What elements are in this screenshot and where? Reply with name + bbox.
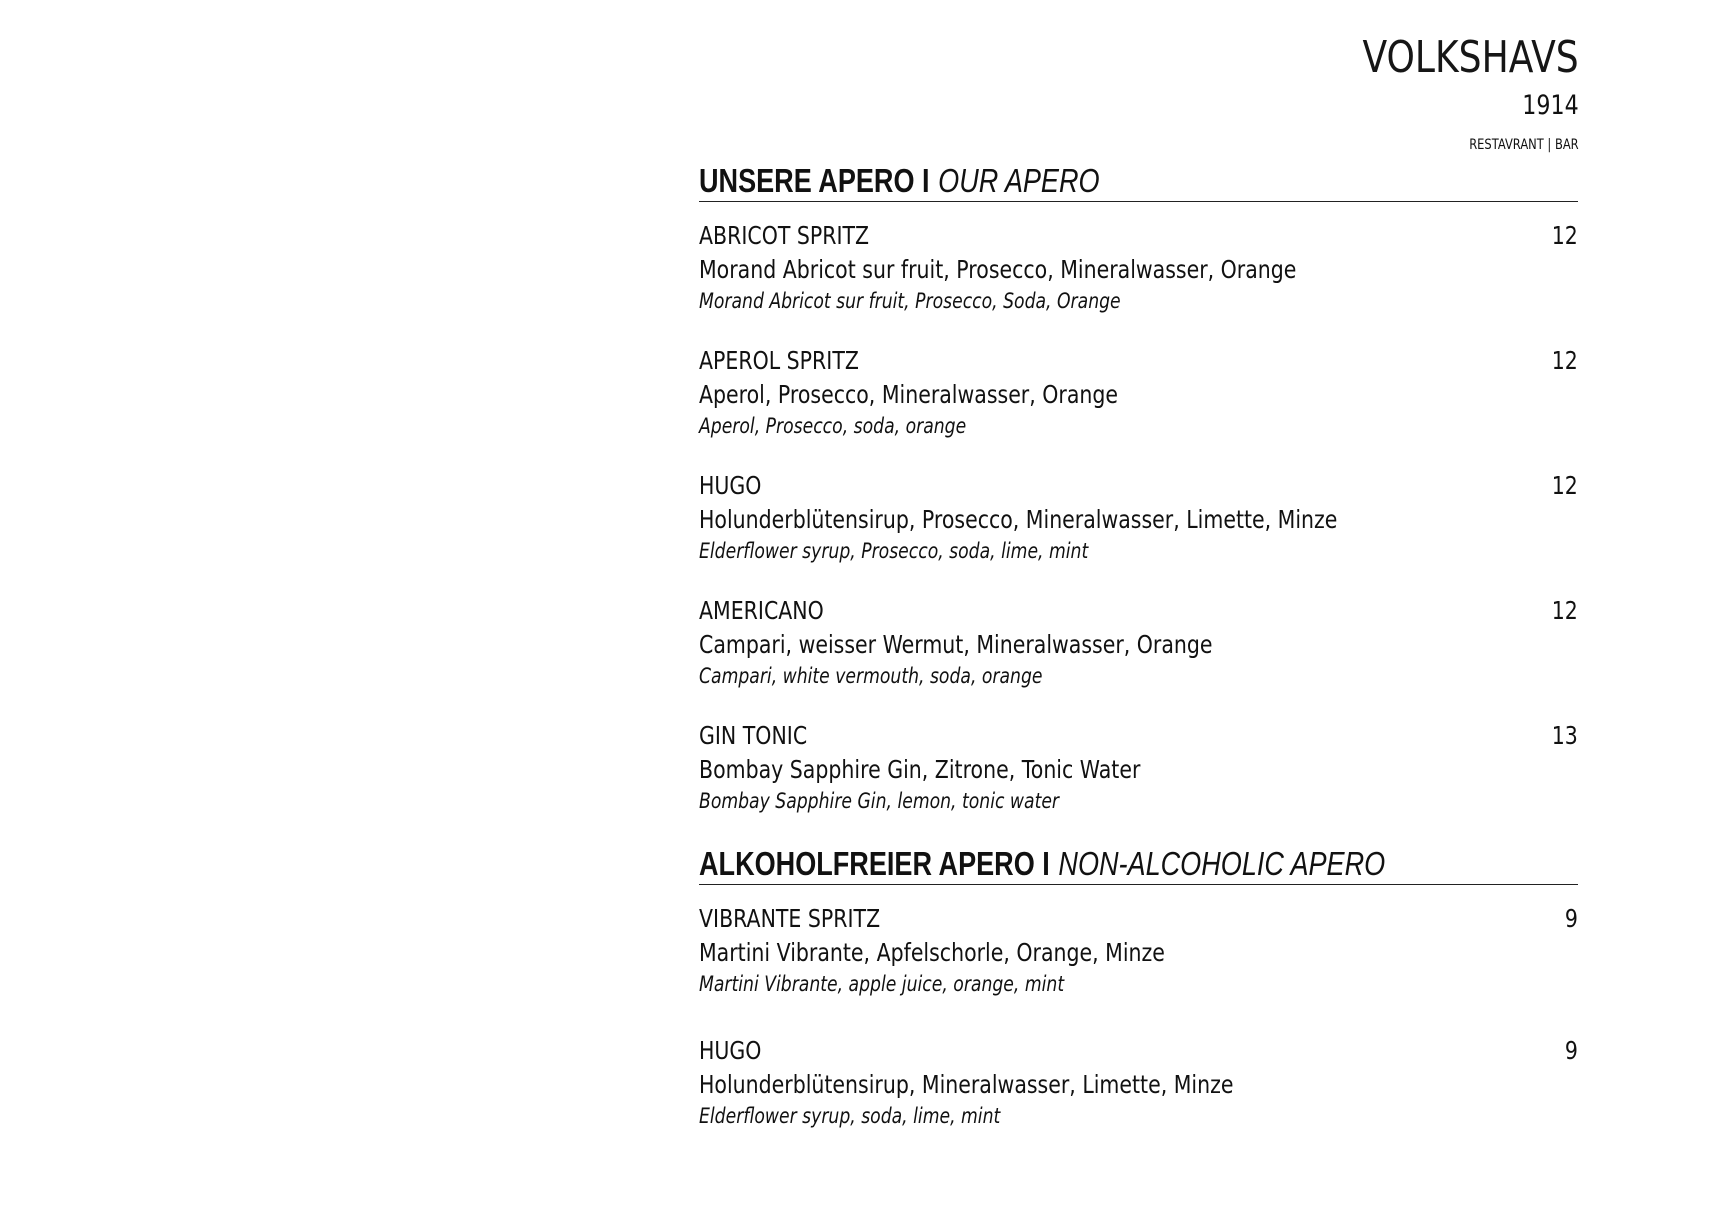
item-description: Campari, weisser Wermut, Mineralwasser, Orange — [699, 630, 1213, 659]
menu-item — [699, 595, 1578, 691]
item-description: Bombay Sapphire Gin, Zitrone, Tonic Water — [699, 755, 1141, 784]
menu-item — [699, 903, 1578, 999]
item-translation: Elderflower syrup, Prosecco, soda, lime, mint — [699, 539, 1089, 563]
item-translation: Aperol, Prosecco, soda, orange — [699, 414, 967, 438]
item-price: 12 — [1551, 596, 1578, 625]
menu-item — [699, 220, 1578, 316]
item-translation: Morand Abricot sur fruit, Prosecco, Soda, Orange — [699, 289, 1121, 313]
item-name: AMERICANO — [699, 596, 824, 625]
menu-item — [699, 720, 1578, 816]
section-heading-apero — [699, 164, 1578, 202]
item-description: Holunderblütensirup, Mineralwasser, Limette, Minze — [699, 1070, 1234, 1099]
item-price: 12 — [1551, 221, 1578, 250]
menu-item — [699, 345, 1578, 441]
item-name: ABRICOT SPRITZ — [699, 221, 870, 250]
menu-item — [699, 1035, 1578, 1131]
item-price: 12 — [1551, 346, 1578, 375]
item-translation: Campari, white vermouth, soda, orange — [699, 664, 1043, 688]
item-name: APEROL SPRITZ — [699, 346, 859, 375]
item-price: 13 — [1551, 721, 1578, 750]
brand-tagline: RESTAVRANT | BAR — [1469, 137, 1579, 153]
section-title-en: OUR APERO — [938, 162, 1100, 199]
item-name: VIBRANTE SPRITZ — [699, 904, 881, 933]
item-price: 12 — [1551, 471, 1578, 500]
section-heading-non-alcoholic — [699, 847, 1578, 885]
item-price: 9 — [1564, 904, 1578, 933]
item-price: 9 — [1564, 1036, 1578, 1065]
item-description: Morand Abricot sur fruit, Prosecco, Mineralwasser, Orange — [699, 255, 1297, 284]
item-name: HUGO — [699, 1036, 762, 1065]
item-name: GIN TONIC — [699, 721, 808, 750]
item-description: Holunderblütensirup, Prosecco, Mineralwasser, Limette, Minze — [699, 505, 1338, 534]
brand-year: 1914 — [1522, 90, 1579, 121]
brand-block — [1315, 32, 1579, 153]
item-description: Martini Vibrante, Apfelschorle, Orange, Minze — [699, 938, 1165, 967]
item-translation: Bombay Sapphire Gin, lemon, tonic water — [699, 789, 1059, 813]
item-translation: Martini Vibrante, apple juice, orange, mint — [699, 972, 1065, 996]
item-translation: Elderflower syrup, soda, lime, mint — [699, 1104, 1001, 1128]
item-description: Aperol, Prosecco, Mineralwasser, Orange — [699, 380, 1119, 409]
menu-item — [699, 470, 1578, 566]
section-title-de: ALKOHOLFREIER APERO I — [699, 845, 1050, 882]
section-title-de: UNSERE APERO I — [699, 162, 930, 199]
brand-name: VOLKSHAVS — [1362, 32, 1579, 83]
section-title-en: NON-ALCOHOLIC APERO — [1058, 845, 1386, 882]
item-name: HUGO — [699, 471, 762, 500]
